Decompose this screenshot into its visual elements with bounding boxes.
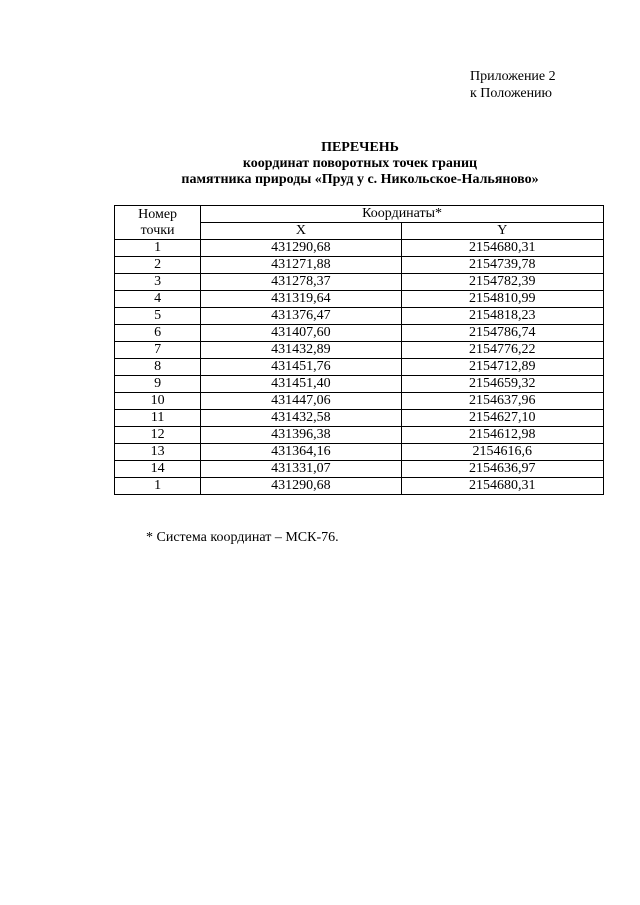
cell-num: 4 xyxy=(115,291,201,308)
table-row xyxy=(115,257,604,274)
cell-x: 431278,37 xyxy=(201,274,401,291)
table-row xyxy=(115,342,604,359)
header-point-number xyxy=(115,206,201,240)
table-row xyxy=(115,376,604,393)
cell-x: 431364,16 xyxy=(201,444,401,461)
cell-num: 13 xyxy=(115,444,201,461)
footnote: * Система координат – МСК-76. xyxy=(146,530,339,545)
table-row xyxy=(115,359,604,376)
cell-y: 2154616,6 xyxy=(401,444,603,461)
cell-x: 431432,89 xyxy=(201,342,401,359)
table-row xyxy=(115,274,604,291)
appendix-line-2: к Положению xyxy=(470,86,553,101)
table-row xyxy=(115,410,604,427)
cell-y: 2154776,22 xyxy=(401,342,603,359)
cell-y: 2154659,32 xyxy=(401,376,603,393)
table-row xyxy=(115,461,604,478)
cell-num: 6 xyxy=(115,325,201,342)
title-subline-1: координат поворотных точек границ xyxy=(242,156,478,171)
cell-y: 2154712,89 xyxy=(401,359,603,376)
appendix-reference xyxy=(470,68,556,102)
cell-num: 12 xyxy=(115,427,201,444)
cell-num: 11 xyxy=(115,410,201,427)
cell-num: 1 xyxy=(115,240,201,257)
cell-num: 10 xyxy=(115,393,201,410)
header-coordinates: Координаты* xyxy=(201,206,604,223)
cell-x: 431447,06 xyxy=(201,393,401,410)
header-x: X xyxy=(201,223,401,240)
table-row xyxy=(115,444,604,461)
cell-y: 2154636,97 xyxy=(401,461,603,478)
cell-x: 431271,88 xyxy=(201,257,401,274)
cell-num: 7 xyxy=(115,342,201,359)
appendix-line-1: Приложение 2 xyxy=(470,69,556,84)
header-y: Y xyxy=(401,223,603,240)
table-row xyxy=(115,291,604,308)
cell-x: 431290,68 xyxy=(201,240,401,257)
table-row xyxy=(115,240,604,257)
cell-y: 2154680,31 xyxy=(401,240,603,257)
title-heading: ПЕРЕЧЕНЬ xyxy=(321,140,399,155)
coordinates-table xyxy=(114,205,604,495)
cell-x: 431396,38 xyxy=(201,427,401,444)
cell-y: 2154818,23 xyxy=(401,308,603,325)
cell-num: 5 xyxy=(115,308,201,325)
cell-x: 431432,58 xyxy=(201,410,401,427)
table-row xyxy=(115,427,604,444)
cell-x: 431451,40 xyxy=(201,376,401,393)
header-point-number-line-1: Номер xyxy=(138,206,178,222)
cell-x: 431290,68 xyxy=(201,478,401,495)
cell-num: 8 xyxy=(115,359,201,376)
cell-num: 2 xyxy=(115,257,201,274)
cell-x: 431319,64 xyxy=(201,291,401,308)
cell-y: 2154810,99 xyxy=(401,291,603,308)
cell-y: 2154637,96 xyxy=(401,393,603,410)
table-row xyxy=(115,393,604,410)
cell-num: 9 xyxy=(115,376,201,393)
cell-num: 14 xyxy=(115,461,201,478)
table-row xyxy=(115,325,604,342)
cell-x: 431376,47 xyxy=(201,308,401,325)
cell-y: 2154680,31 xyxy=(401,478,603,495)
table-row xyxy=(115,308,604,325)
document-title xyxy=(0,140,640,188)
cell-y: 2154612,98 xyxy=(401,427,603,444)
cell-y: 2154627,10 xyxy=(401,410,603,427)
cell-x: 431331,07 xyxy=(201,461,401,478)
cell-y: 2154786,74 xyxy=(401,325,603,342)
cell-num: 1 xyxy=(115,478,201,495)
cell-num: 3 xyxy=(115,274,201,291)
cell-y: 2154782,39 xyxy=(401,274,603,291)
cell-x: 431407,60 xyxy=(201,325,401,342)
title-subline-2: памятника природы «Пруд у с. Никольское-Нальяново» xyxy=(181,172,539,187)
table-row xyxy=(115,478,604,495)
cell-x: 431451,76 xyxy=(201,359,401,376)
cell-y: 2154739,78 xyxy=(401,257,603,274)
header-point-number-line-2: точки xyxy=(140,222,175,238)
coordinates-table-body xyxy=(115,240,604,495)
